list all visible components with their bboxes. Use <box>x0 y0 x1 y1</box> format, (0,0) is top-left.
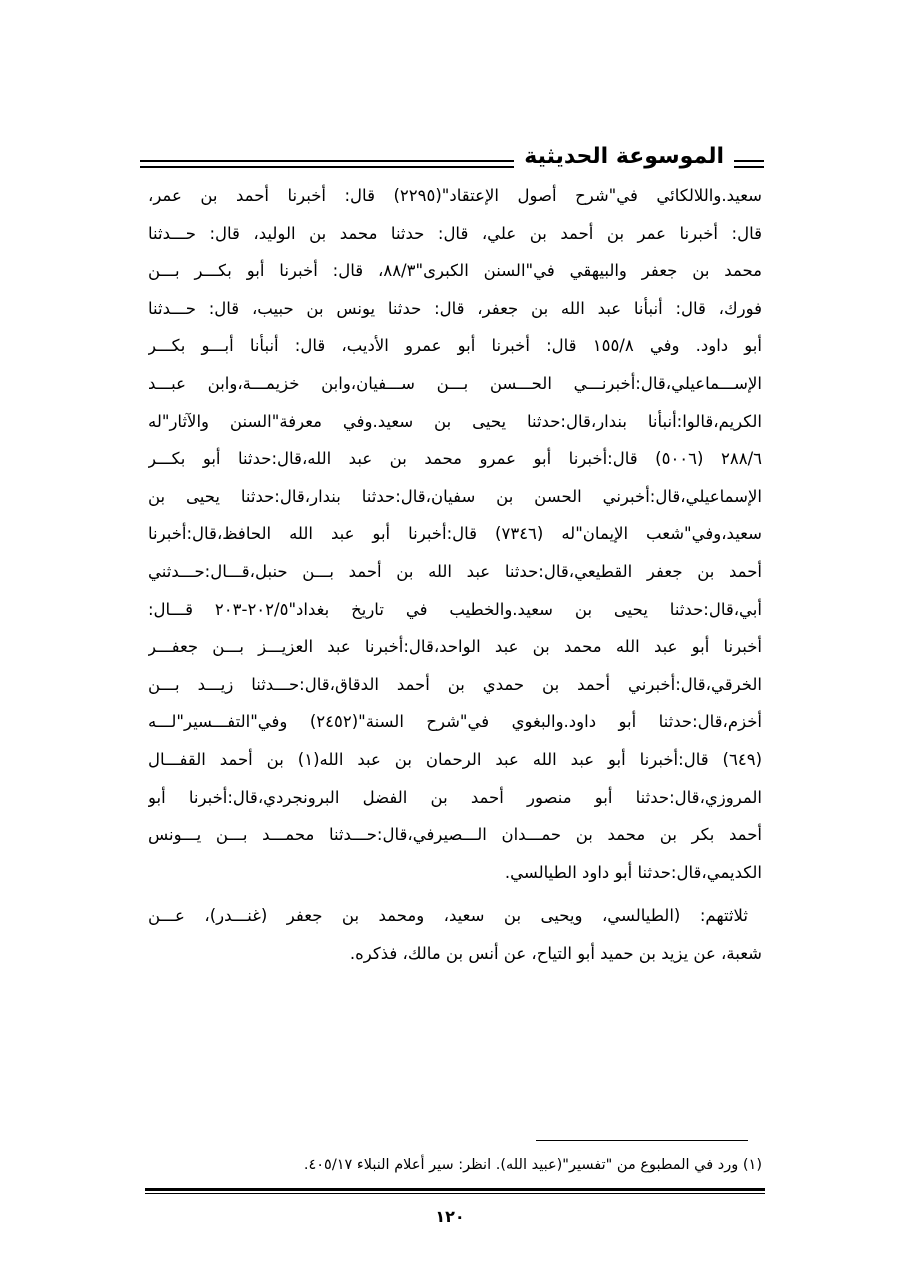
text-line: فورك، قال: أنبأنا عبد الله بن جعفر، قال: حدثنا يونس بن حبيب، قال: حـــدثنا <box>148 298 762 318</box>
footnote: (١) ورد في المطبوع من "تفسير"(عبيد الله). انظر: سير أعلام النبلاء ٤٠٥/١٧. <box>303 1157 762 1173</box>
text-line: المروزي،قال:حدثنا أبو منصور أحمد بن الفضل البرونجردي،قال:أخبرنا أبو <box>148 787 762 807</box>
text-line: ٢٨٨/٦ (٥٠٠٦) قال:أخبرنا أبو عمرو محمد بن عبد الله،قال:حدثنا أبو بكـــر <box>148 449 762 469</box>
header-rule-left <box>140 160 514 168</box>
body-text <box>148 177 762 972</box>
text-line: شعبة، عن يزيد بن حميد أبو التياح، عن أنس بن مالك، فذكره. <box>349 943 762 963</box>
header-rule-right <box>734 160 764 168</box>
text-line: أحمد بكر بن محمد بن حمـــدان الـــصيرفي،قال:حـــدثنا محمـــد بـــن يـــونس <box>148 825 762 845</box>
text-line: أخزم،قال:حدثنا أبو داود.والبغوي في"شرح السنة"(٢٤٥٢) وفي"التفـــسير"لـــه <box>148 712 762 732</box>
text-line: أحمد بن جعفر القطيعي،قال:حدثنا عبد الله بن أحمد بـــن حنبل،قـــال:حـــدثني <box>148 561 762 581</box>
text-line: أخبرنا أبو عبد الله محمد بن عبد الواحد،قال:أخبرنا عبد العزيـــز بـــن جعفـــر <box>148 637 762 657</box>
text-line: الكريم،قالوا:أنبأنا بندار،قال:حدثنا يحيى بن سعيد.وفي معرفة"السنن والآثار"له <box>148 411 762 431</box>
header-title: الموسوعة الحديثية <box>524 144 724 169</box>
text-line: الكديمي،قال:حدثنا أبو داود الطيالسي. <box>504 862 762 882</box>
text-line: ثلاثتهم: (الطيالسي، ويحيى بن سعيد، ومحمد بن جعفر (غنـــدر)، عـــن <box>148 906 748 926</box>
text-line: الإســـماعيلي،قال:أخبرنـــي الحـــسن بـــن ســـفيان،وابن خزيمـــة،وابن عبـــد <box>148 373 762 393</box>
text-line: سعيد،وفي"شعب الإيمان"له (٧٣٤٦) قال:أخبرنا أبو عبد الله الحافظ،قال:أخبرنا <box>148 524 762 544</box>
text-line: أبي،قال:حدثنا يحيى بن سعيد.والخطيب في تاريخ بغداد"٢٠٢/٥-٢٠٣ قـــال: <box>148 599 762 619</box>
text-line: الإسماعيلي،قال:أخبرني الحسن بن سفيان،قال:حدثنا بندار،قال:حدثنا يحيى بن <box>148 486 762 506</box>
paragraph-1 <box>148 177 762 891</box>
text-line: سعيد.واللالكائي في"شرح أصول الإعتقاد"(٢٢٩٥) قال: أخبرنا أحمد بن عمر، <box>148 186 762 205</box>
text-line: (٦٤٩) قال:أخبرنا أبو عبد الله عبد الرحمان بن عبد الله(١) بن أحمد القفـــال <box>148 749 762 769</box>
text-line: قال: أخبرنا عمر بن أحمد بن علي، قال: حدثنا محمد بن الوليد، قال: حـــدثنا <box>148 223 762 243</box>
paragraph-2 <box>148 897 762 972</box>
footer-rule <box>145 1188 765 1194</box>
running-header <box>140 140 764 174</box>
text-line: محمد بن جعفر والبيهقي في"السنن الكبرى"٨٨/٣، قال: أخبرنا أبو بكـــر بـــن <box>148 261 762 281</box>
page-number: ١٢٠ <box>435 1207 465 1226</box>
footnote-separator <box>536 1140 748 1141</box>
text-line: أبو داود. وفي ١٥٥/٨ قال: أخبرنا أبو عمرو الأديب، قال: أنبأنا أبـــو بكـــر <box>148 336 762 356</box>
text-line: الخرقي،قال:أخبرني أحمد بن حمدي بن أحمد الدقاق،قال:حـــدثنا زيـــد بـــن <box>148 674 762 694</box>
